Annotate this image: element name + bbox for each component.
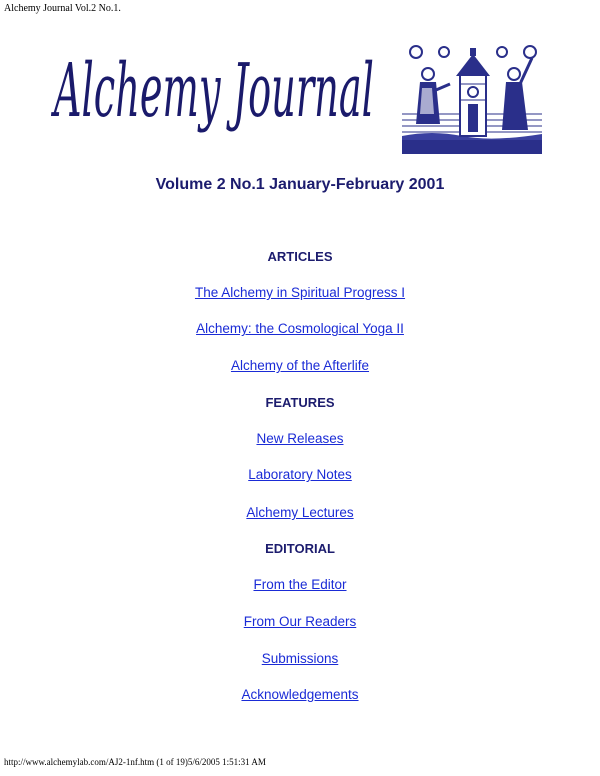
toc-link-from-our-readers[interactable] [0,614,600,629]
issue-title: Volume 2 No.1 January-February 2001 [155,176,445,193]
toc-link-submissions[interactable] [0,651,600,666]
alchemical-woodcut-icon [402,44,542,154]
logo-wordmark [48,42,388,152]
toc-link-text[interactable]: Alchemy of the Afterlife [230,358,370,373]
toc-link-cosmological-yoga[interactable] [0,321,600,336]
logo-text: Alchemy Journal [50,47,374,135]
toc-link-laboratory-notes[interactable] [0,467,600,482]
toc-link-text[interactable]: New Releases [256,431,344,446]
toc-link-alchemy-lectures[interactable] [0,505,600,520]
print-header: Alchemy Journal Vol.2 No.1. [4,3,121,14]
logo [48,42,388,157]
toc-link-text[interactable]: Submissions [261,651,339,666]
toc-link-text[interactable]: Alchemy Lectures [246,505,354,520]
toc-link-spiritual-progress[interactable] [0,285,600,300]
print-footer: http://www.alchemylab.com/AJ2-1nf.htm (1 of 19)5/6/2005 1:51:31 AM [4,757,266,767]
section-heading-features: FEATURES [265,395,335,410]
toc-link-acknowledgements[interactable] [0,687,600,702]
toc-link-new-releases[interactable] [0,431,600,446]
section-heading-editorial: EDITORIAL [265,541,335,556]
masthead [0,0,600,160]
toc-link-text[interactable]: Alchemy: the Cosmological Yoga II [196,321,404,336]
toc-link-text[interactable]: Acknowledgements [241,687,359,702]
toc-link-from-the-editor[interactable] [0,577,600,592]
toc-link-afterlife[interactable] [0,358,600,373]
toc-link-text[interactable]: The Alchemy in Spiritual Progress I [194,285,406,300]
toc-link-text[interactable]: From the Editor [253,577,347,592]
toc-link-text[interactable]: From Our Readers [243,614,357,629]
section-heading-articles: ARTICLES [267,249,333,264]
toc-link-text[interactable]: Laboratory Notes [248,467,352,482]
